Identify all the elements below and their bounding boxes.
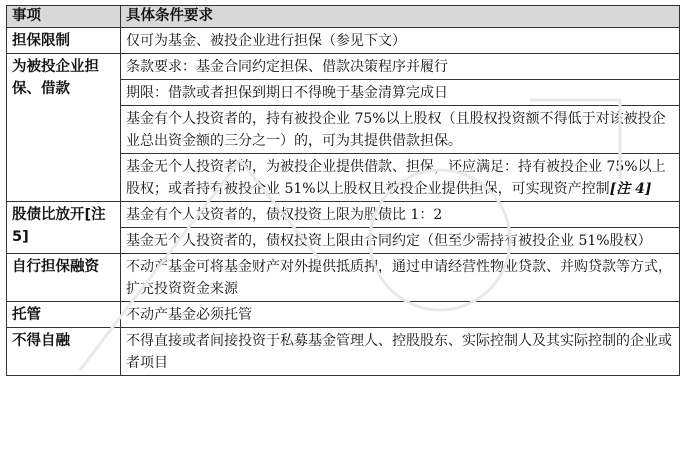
row-item-no-self-funding: 不得自融 [7,328,121,376]
table-row [7,54,680,80]
row-requirement: 基金有个人投资者的，债权投资上限为股债比 1：2 [121,202,680,228]
row-item-guarantee-loan: 为被投企业担保、借款 [7,54,121,202]
header-item: 事项 [7,6,121,28]
table-row [7,202,680,228]
row-item-custody: 托管 [7,302,121,328]
header-requirement: 具体条件要求 [121,6,680,28]
row-requirement: 不动产基金必须托管 [121,302,680,328]
row-requirement: 不动产基金可将基金财产对外提供抵质押，通过申请经营性物业贷款、并购贷款等方式，扩充投资资金来源 [121,254,680,302]
row-item-self-financing: 自行担保融资 [7,254,121,302]
row-item-guarantee-limit: 担保限制 [7,28,121,54]
conditions-table [6,5,680,376]
table-row [7,254,680,302]
row-requirement: 基金有个人投资者的，持有被投企业 75%以上股权（且股权投资额不得低于对该被投企业总出资金额的三分之一）的，可为其提供借款担保。 [121,106,680,154]
row-requirement: 期限：借款或者担保到期日不得晚于基金清算完成日 [121,80,680,106]
row-requirement: 基金无个人投资者的，债权投资上限由合同约定（但至少需持有被投企业 51%股权） [121,228,680,254]
table-header-row [7,6,680,28]
conditions-table-container [6,5,680,376]
row-requirement: 条款要求：基金合同约定担保、借款决策程序并履行 [121,54,680,80]
row-requirement: 不得直接或者间接投资于私募基金管理人、控股股东、实际控制人及其实际控制的企业或者项目 [121,328,680,376]
table-row [7,28,680,54]
table-row [7,302,680,328]
row-item-debt-ratio: 股债比放开[注 5] [7,202,121,254]
row-requirement [121,154,680,202]
row-requirement: 仅可为基金、被投企业进行担保（参见下文） [121,28,680,54]
requirement-text: 基金无个人投资者的，为被投企业提供借款、担保，还应满足：持有被投企业 75%以上股权；或者持有被投企业 51%以上股权且被投企业提供担保，可实现资产控制 [126,159,666,197]
note-ref: [注 4] [609,181,652,197]
table-row [7,328,680,376]
